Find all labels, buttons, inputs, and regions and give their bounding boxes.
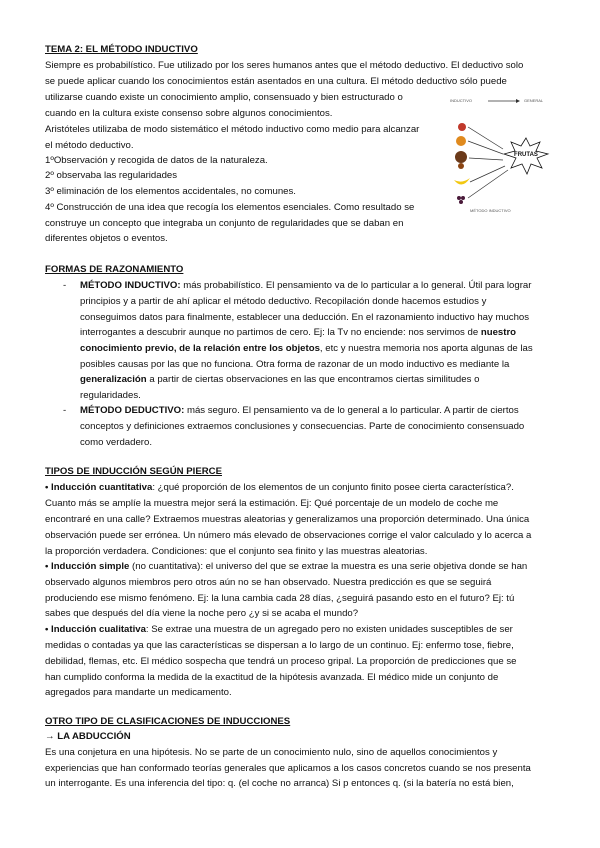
figure-caption: MÉTODO INDUCTIVO <box>470 208 511 213</box>
inductivo-label: MÉTODO INDUCTIVO: <box>80 280 181 291</box>
simple-line: sabes que después del día viene la noche pero ¿y si se acaba el mundo? <box>45 608 359 619</box>
step-line: 4º Construcción de una idea que recogía los elementos esenciales. Como resultado se <box>45 202 415 213</box>
figure-top-left-label: INDUCTIVO <box>450 98 472 103</box>
grape-icon <box>459 200 463 204</box>
inductivo-bold: nuestro <box>480 327 517 338</box>
burst-label: FRUTAS <box>514 152 538 158</box>
grape-icon <box>461 196 465 200</box>
inductivo-text: interrogantes a descubrir aunque no partimos de cero. Ej: la Tv no enciende: nos servimos de <box>80 327 481 338</box>
inductivo-text: a partir de ciertas observaciones en las que encontramos ciertas similitudes o <box>146 374 480 385</box>
heading-otras-clasificaciones: OTRO TIPO DE CLASIFICACIONES DE INDUCCIONES <box>45 716 291 727</box>
simple-text: : el universo del que se extrae la muestra es una serie objetiva donde se han <box>200 561 528 572</box>
heading-formas-razonamiento: FORMAS DE RAZONAMIENTO <box>45 264 184 275</box>
inductivo-text: , etc y nuestra memoria nos aporta algunas de las <box>319 343 533 354</box>
paragraph-line: Aristóteles utilizaba de modo sistemático el método inductivo como medio para alcanzar <box>45 124 420 135</box>
paragraph-line: utilizarse cuando existe un conocimiento amplio, consensuado y bien estructurado o <box>45 92 403 103</box>
simple-label: • Inducción simple <box>45 561 130 572</box>
simple-line <box>45 561 527 573</box>
inductivo-bold: generalización <box>80 374 147 385</box>
cuantitativa-text: : ¿qué proporción de los elementos de un conjunto finito posee cierta característica?. <box>152 482 514 493</box>
paragraph-line: construye un concepto que integraba un conjunto de regularidades que se daban en <box>45 218 404 229</box>
inductivo-line <box>80 280 531 292</box>
deductivo-label: MÉTODO DEDUCTIVO: <box>80 405 185 416</box>
top-arrow-head <box>516 99 520 103</box>
cualitativa-line: medidas o contadas ya que las características se dispersan a lo largo de un continuo. Ej: enfermo tose, fiebre, <box>45 640 514 651</box>
inductivo-bold: conocimiento previo, de la relación entre los objetos <box>80 343 320 354</box>
simple-line: observado algunos miembros pero otros aún no se han observado. Nuestra predicción es que se seguirá <box>45 577 492 588</box>
cuantitativa-line: la proporción verdadera. Condiciones: que el conjunto sea finito y las muestras aleatorias. <box>45 546 428 557</box>
deductivo-line: como verdadero. <box>80 437 152 448</box>
deductivo-line: conceptos y definiciones extraemos conclusiones y consecuencias. Parte de conocimiento consensuado <box>80 421 525 432</box>
figure-top-right-label: GENERAL <box>524 98 544 103</box>
fruits-induction-diagram <box>448 94 558 232</box>
cuantitativa-line <box>45 482 514 494</box>
inductivo-text: más probabilístico. El pensamiento va de lo particular a lo general. Útil para lograr <box>180 280 532 291</box>
paragraph-line: el método deductivo. <box>45 140 134 151</box>
inductivo-line: posibles causas por las que no funciona. Otra forma de razonar de un modo inductivo es mediante la <box>80 359 510 370</box>
cuantitativa-line: encontraré en una calle? Extraemos muestras aleatorias y generalizamos una proporción determinado. Una única <box>45 514 530 525</box>
paragraph-line: diferentes objetos o eventos. <box>45 233 168 244</box>
cualitativa-line: agregados para mandarte un medicamento. <box>45 687 232 698</box>
cuantitativa-line: Cuanto más se amplíe la muestra mejor será la estimación. Ej: Qué porcentaje de un modelo de coche me <box>45 498 499 509</box>
heading-tipos-induccion: TIPOS DE INDUCCIÓN SEGÚN PIERCE <box>45 466 222 477</box>
cherry-icon <box>458 123 466 131</box>
coconut-icon <box>455 151 467 163</box>
inductivo-line: conseguimos datos para finalmente, establecer una deducción. En el razonamiento inductivo hay muchos <box>80 312 530 323</box>
cuantitativa-line: observación puede ser errónea. Un número más elevado de observaciones corrige el valor calculado y lo acerca a <box>45 530 532 541</box>
inductivo-line: regularidades. <box>80 390 141 401</box>
deductivo-text: más seguro. El pensamiento va de lo general a lo particular. A partir de ciertos <box>184 405 519 416</box>
inductivo-line: principios y a partir de ahí aplicar el método deductivo. Recopilación donde hacemos estudios y <box>80 296 487 307</box>
inductivo-line <box>80 374 479 386</box>
abduccion-line: experiencias que han conformado teorías generales que aplicamos a los casos concretos cuando se nos presenta <box>45 763 531 774</box>
cualitativa-line <box>45 624 513 636</box>
step-line: 3º eliminación de los elementos accidentales, no comunes. <box>45 186 296 197</box>
heading-metodo-inductivo: TEMA 2: EL MÉTODO INDUCTIVO <box>45 44 198 55</box>
arrows-group <box>468 127 508 198</box>
abduccion-line: un interrogante. Es una inferencia del tipo: q. (el coche no arranca) Si p entonces q. (si la batería no está bien, <box>45 778 514 789</box>
grape-icon <box>457 196 461 200</box>
coconut-small-icon <box>458 163 464 169</box>
simple-line: produciendo ese mismo fenómeno. Ej: la luna cambia cada 28 días, ¿seguirá pasando esto en el futuro? Ej: tú <box>45 593 515 604</box>
paragraph-line: se puede aplicar cuando los conocimientos están asentados en una cultura. El método deductivo sólo puede <box>45 76 507 87</box>
cuantitativa-label: • Inducción cuantitativa <box>45 482 153 493</box>
list-dash: - <box>63 280 67 291</box>
inductivo-line <box>80 327 516 339</box>
banana-icon <box>454 178 470 185</box>
cualitativa-line: han cumplido conforma la medida de la exactitud de la hipótesis avanzada. El médico mide un conjunto de <box>45 672 499 683</box>
orange-icon <box>456 136 466 146</box>
paragraph-line: Siempre es probabilístico. Fue utilizado por los seres humanos antes que el método deductivo. El deductivo solo <box>45 60 524 71</box>
cualitativa-text: : Se extrae una muestra de un agregado pero no existen unidades susceptibles de ser <box>145 624 513 635</box>
simple-label-2: (no cuantitativa) <box>129 561 201 572</box>
deductivo-line <box>80 405 519 417</box>
cualitativa-line: debilidad, flemas, etc. El médico sospecha que tendrá un proceso gripal. La proporción de predicciones que se <box>45 656 517 667</box>
inductivo-line <box>80 343 533 355</box>
list-dash: - <box>63 405 67 416</box>
cualitativa-label: • Inducción cualitativa <box>45 624 146 635</box>
step-line: 2º observaba las regularidades <box>45 170 178 181</box>
step-line: 1ºObservación y recogida de datos de la naturaleza. <box>45 155 268 166</box>
paragraph-line: cuando en la cultura existe consenso sobre algunos conocimientos. <box>45 108 333 119</box>
abduccion-line: Es una conjetura en una hipótesis. No se parte de un conocimiento nulo, sino de aquellos conocimientos y <box>45 747 498 758</box>
subheading-abduccion: → LA ABDUCCIÓN <box>45 731 131 742</box>
